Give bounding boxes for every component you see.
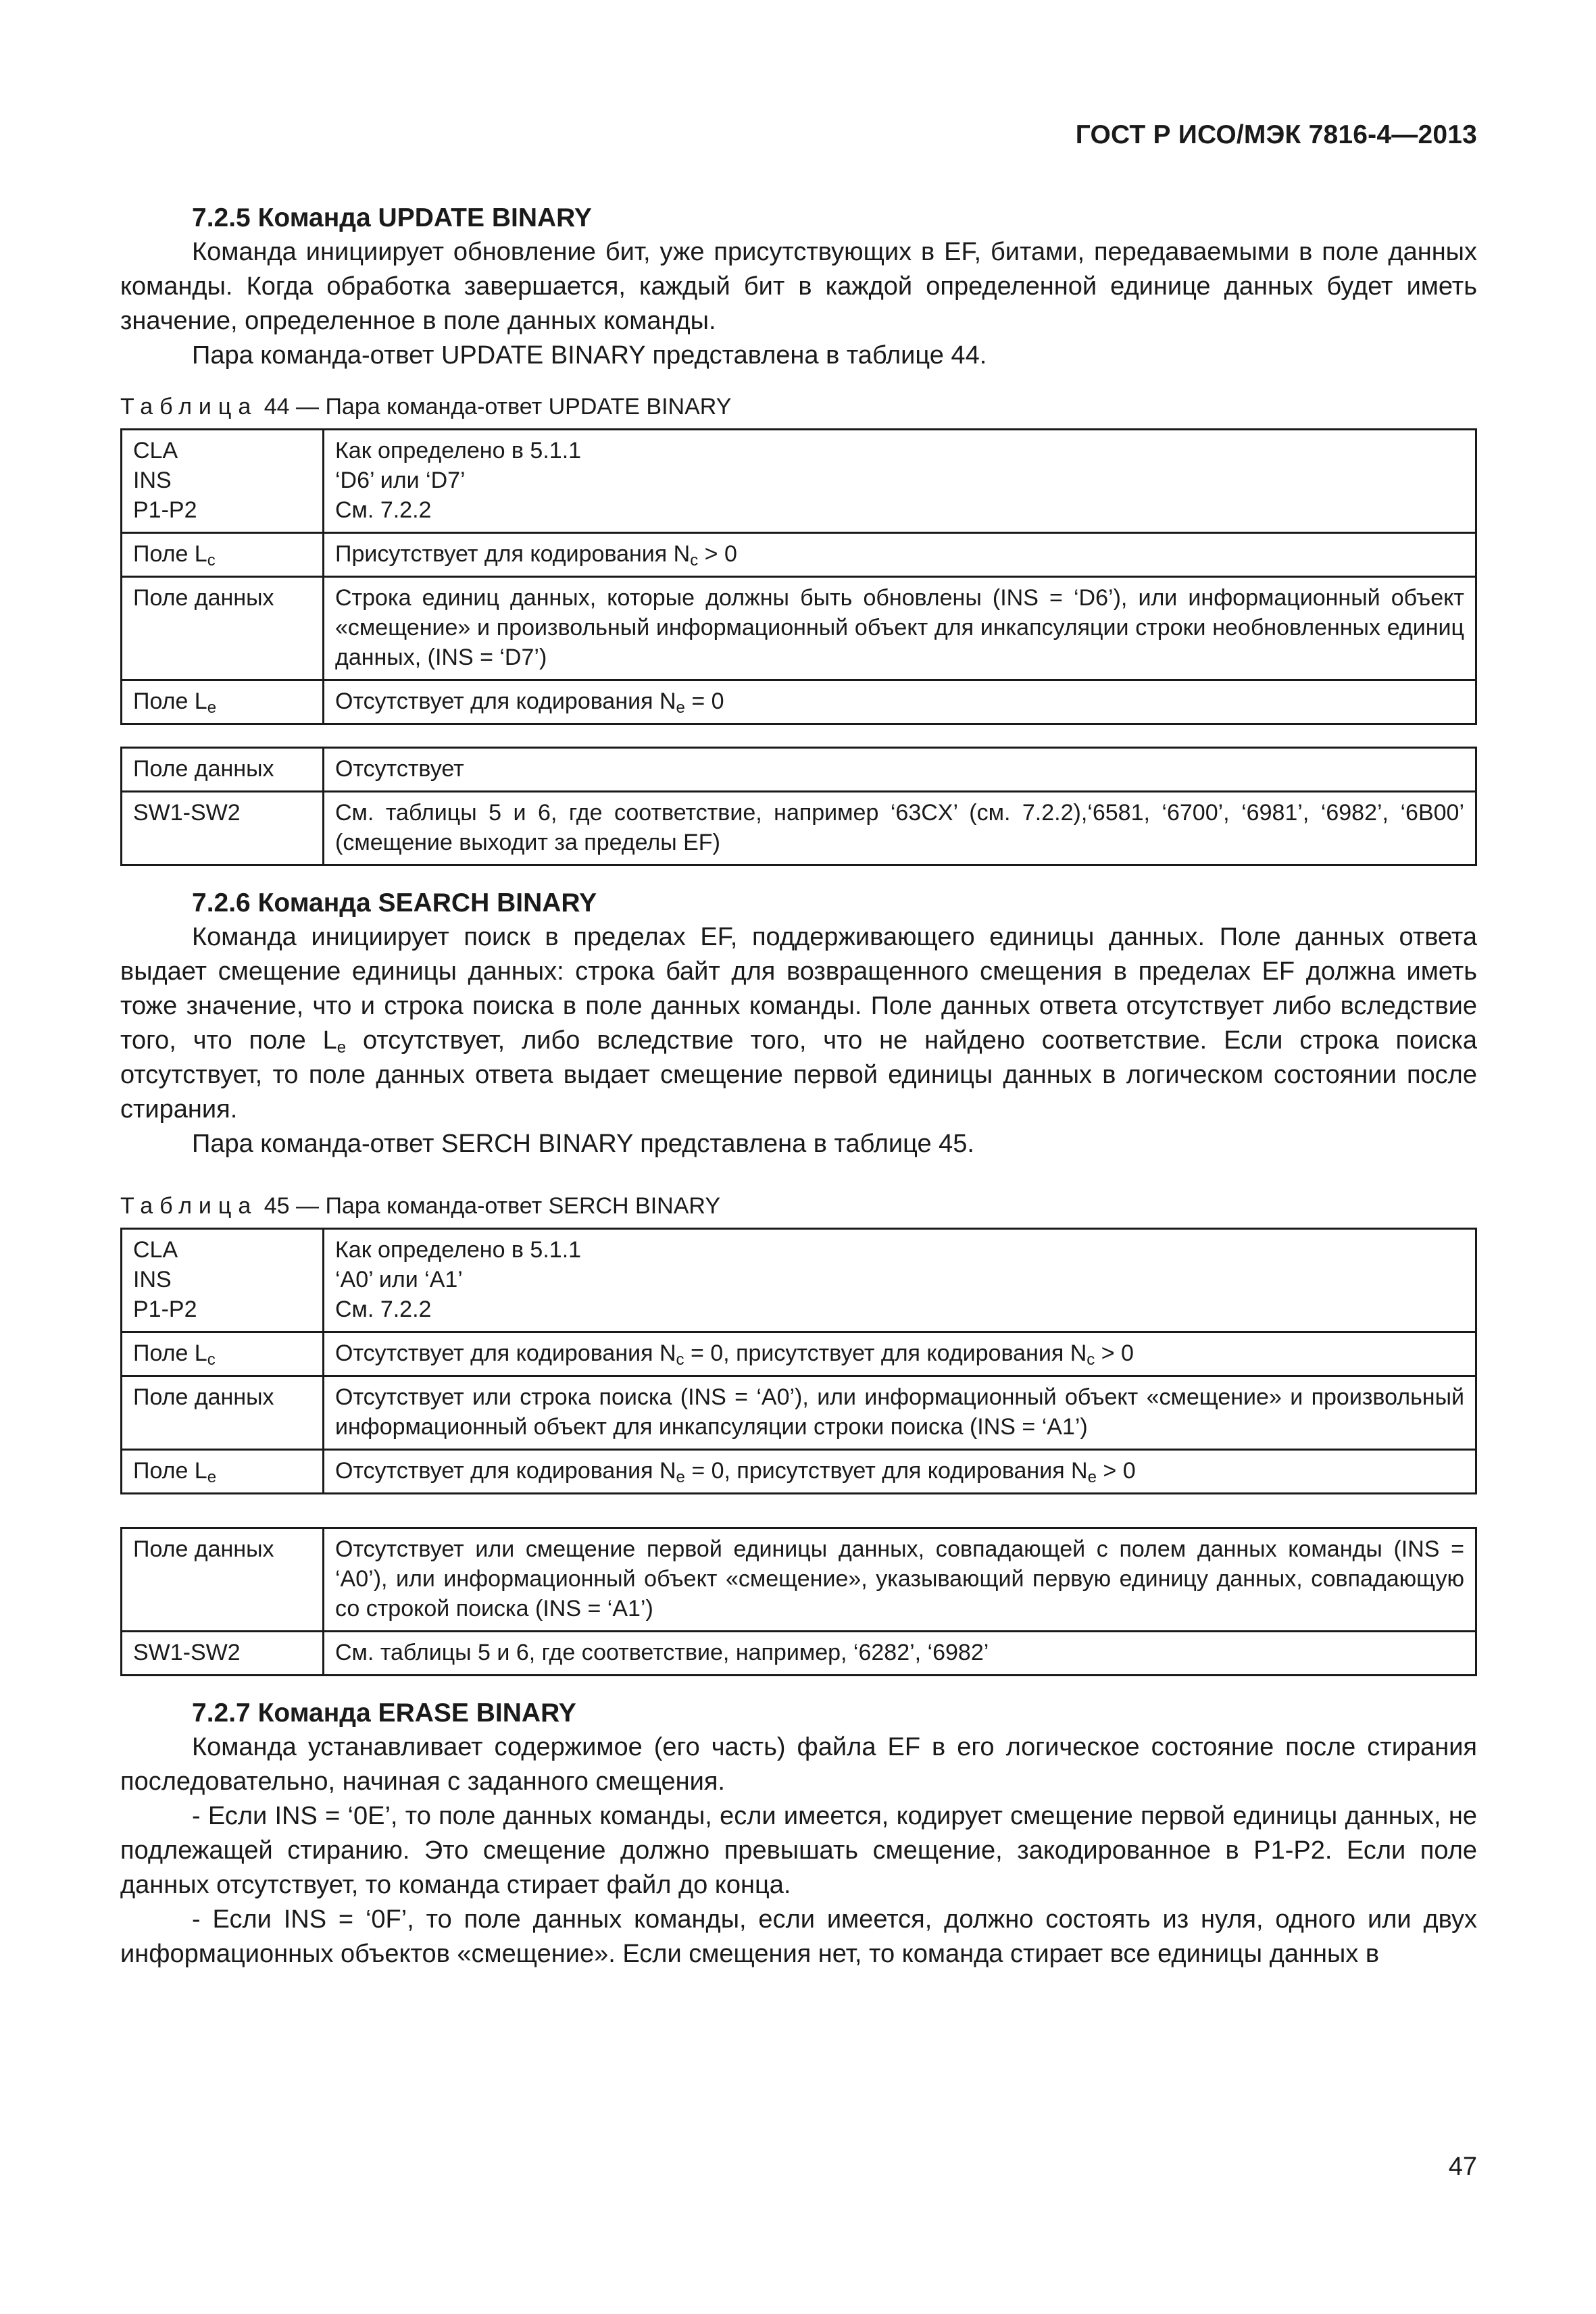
caption-text: 44 — Пара команда-ответ UPDATE BINARY xyxy=(264,394,732,420)
table-cell-value: Отсутствует xyxy=(324,748,1476,792)
table-cell-value: Присутствует для кодирования $N_c > 0$ xyxy=(324,533,1476,577)
cell-line: ‘A0’ или ‘A1’ xyxy=(335,1267,463,1292)
table-cell-value: Отсутствует для кодирования $N_e = 0$, присутствует для кодирования $N_e > 0$ xyxy=(324,1450,1476,1494)
page-content xyxy=(120,201,1477,1971)
standard-header: ГОСТ Р ИСО/МЭК 7816-4—2013 xyxy=(1075,120,1477,149)
command-table xyxy=(120,1228,1477,1494)
cell-line: CLA xyxy=(133,1237,178,1263)
table-row xyxy=(122,1376,1476,1450)
table-cell-value: Строка единиц данных, которые должны быть обновлены (INS = ‘D6’), или информационный объект «смещение» и произвольный информационный объект для инкапсуляции строки необновленных единиц данных, (INS = ‘D7’) xyxy=(324,577,1476,680)
table-cell-value: Отсутствует или смещение первой единицы данных, совпадающей с полем данных команды (INS = ‘A0’), или информационный объект «смещение», указывающий первую единицу данных, совпадающую со строкой поиска (INS = ‘A1’) xyxy=(324,1528,1476,1632)
table-cell-value: Отсутствует для кодирования $N_e = 0$ xyxy=(324,680,1476,724)
table-row xyxy=(122,430,1476,533)
response-table xyxy=(120,1527,1477,1676)
table-row xyxy=(122,792,1476,865)
cell-line: P1-P2 xyxy=(133,497,197,523)
table-caption xyxy=(120,1191,1477,1221)
table-row xyxy=(122,1528,1476,1632)
caption-label: Таблица xyxy=(120,1193,258,1219)
caption-text: 45 — Пара команда-ответ SERCH BINARY xyxy=(264,1193,721,1219)
table-row xyxy=(122,680,1476,724)
paragraph: Команда инициирует обновление бит, уже присутствующих в EF, битами, передаваемыми в поле данных команды. Когда обработка завершается, каждый бит в каждой определенной единице данных будет иметь значение, определенное в поле данных команды. xyxy=(120,238,1477,335)
paragraph: Команда устанавливает содержимое (его часть) файла EF в его логическое состояние после стирания последовательно, начиная с заданного смещения. xyxy=(120,1733,1477,1796)
caption-label: Таблица xyxy=(120,394,258,420)
table-cell-key: Поле данных xyxy=(122,577,324,680)
table-cell-value xyxy=(324,1229,1476,1332)
table-cell-value: См. таблицы 5 и 6, где соответствие, например, ‘6282’, ‘6982’ xyxy=(324,1632,1476,1676)
section-heading-search-binary: 7.2.6 Команда SEARCH BINARY xyxy=(192,888,597,917)
table-caption xyxy=(120,392,1477,422)
paragraph: Команда инициирует поиск в пределах EF, поддерживающего единицы данных. Поле данных ответа выдает смещение единицы данных: строка байт для возвращенного смещения в пределах EF должна иметь тоже значение, что и строка поиска в поле данных команды. Поле данных ответа отсутствует либо вследствие того, что поле $L_e$ отсутствует, либо вследствие того, что не найдено соответствие. Если строка поиска отсутствует, то поле данных ответа выдает смещение первой единицы данных в логическом состоянии после стирания. xyxy=(120,923,1478,1124)
paragraph: Пара команда-ответ SERCH BINARY представлена в таблице 45. xyxy=(192,1130,974,1158)
table-cell-key: Поле $L_e$ xyxy=(122,680,324,724)
table-cell-key: SW1-SW2 xyxy=(122,1632,324,1676)
table-cell-key xyxy=(122,430,324,533)
table-row xyxy=(122,533,1476,577)
table-row xyxy=(122,1450,1476,1494)
list-item: - Если INS = ‘0E’, то поле данных команды, если имеется, кодирует смещение первой единицы данных, не подлежащей стиранию. Это смещение должно превышать смещение, закодированное в P1-P2. Если поле данных отсутствует, то команда стирает файл до конца. xyxy=(120,1802,1477,1899)
cell-line: CLA xyxy=(133,438,178,463)
page-number: 47 xyxy=(1448,2153,1477,2181)
cell-line: ‘D6’ или ‘D7’ xyxy=(335,468,466,493)
table-cell-key: Поле данных xyxy=(122,748,324,792)
table-row xyxy=(122,1632,1476,1676)
cell-line: См. 7.2.2 xyxy=(335,497,432,523)
table-cell-value: Отсутствует для кодирования $N_c = 0$, присутствует для кодирования $N_c > 0$ xyxy=(324,1332,1476,1376)
paragraph: Пара команда-ответ UPDATE BINARY представлена в таблице 44. xyxy=(192,341,987,370)
table-row xyxy=(122,1229,1476,1332)
table-row xyxy=(122,577,1476,680)
table-cell-key: Поле данных xyxy=(122,1376,324,1450)
cell-line: P1-P2 xyxy=(133,1297,197,1322)
cell-line: INS xyxy=(133,468,172,493)
table-cell-value: См. таблицы 5 и 6, где соответствие, например ‘63CX’ (см. 7.2.2),‘6581, ‘6700’, ‘6981’, ‘6982’, ‘6B00’ (смещение выходит за пределы EF) xyxy=(324,792,1476,865)
table-cell-value: Отсутствует или строка поиска (INS = ‘A0’), или информационный объект «смещение» и произвольный информационный объект для инкапсуляции строки поиска (INS = ‘A1’) xyxy=(324,1376,1476,1450)
table-cell-key: Поле $L_c$ xyxy=(122,533,324,577)
list-item: - Если INS = ‘0F’, то поле данных команды, если имеется, должно состоять из нуля, одного или двух информационных объектов «смещение». Если смещения нет, то команда стирает все единицы данных в xyxy=(120,1905,1477,1968)
cell-line: См. 7.2.2 xyxy=(335,1297,432,1322)
cell-line: Как определено в 5.1.1 xyxy=(335,438,582,463)
command-table xyxy=(120,428,1477,725)
table-cell-key: Поле $L_c$ xyxy=(122,1332,324,1376)
table-cell-key: Поле данных xyxy=(122,1528,324,1632)
cell-line: INS xyxy=(133,1267,172,1292)
section-heading-erase-binary: 7.2.7 Команда ERASE BINARY xyxy=(192,1699,576,1728)
table-cell-key: Поле $L_e$ xyxy=(122,1450,324,1494)
response-table xyxy=(120,747,1477,866)
table-row xyxy=(122,748,1476,792)
table-cell-key xyxy=(122,1229,324,1332)
table-row xyxy=(122,1332,1476,1376)
cell-line: Как определено в 5.1.1 xyxy=(335,1237,582,1263)
section-heading-update-binary: 7.2.5 Команда UPDATE BINARY xyxy=(192,203,592,232)
table-cell-key: SW1-SW2 xyxy=(122,792,324,865)
table-cell-value xyxy=(324,430,1476,533)
